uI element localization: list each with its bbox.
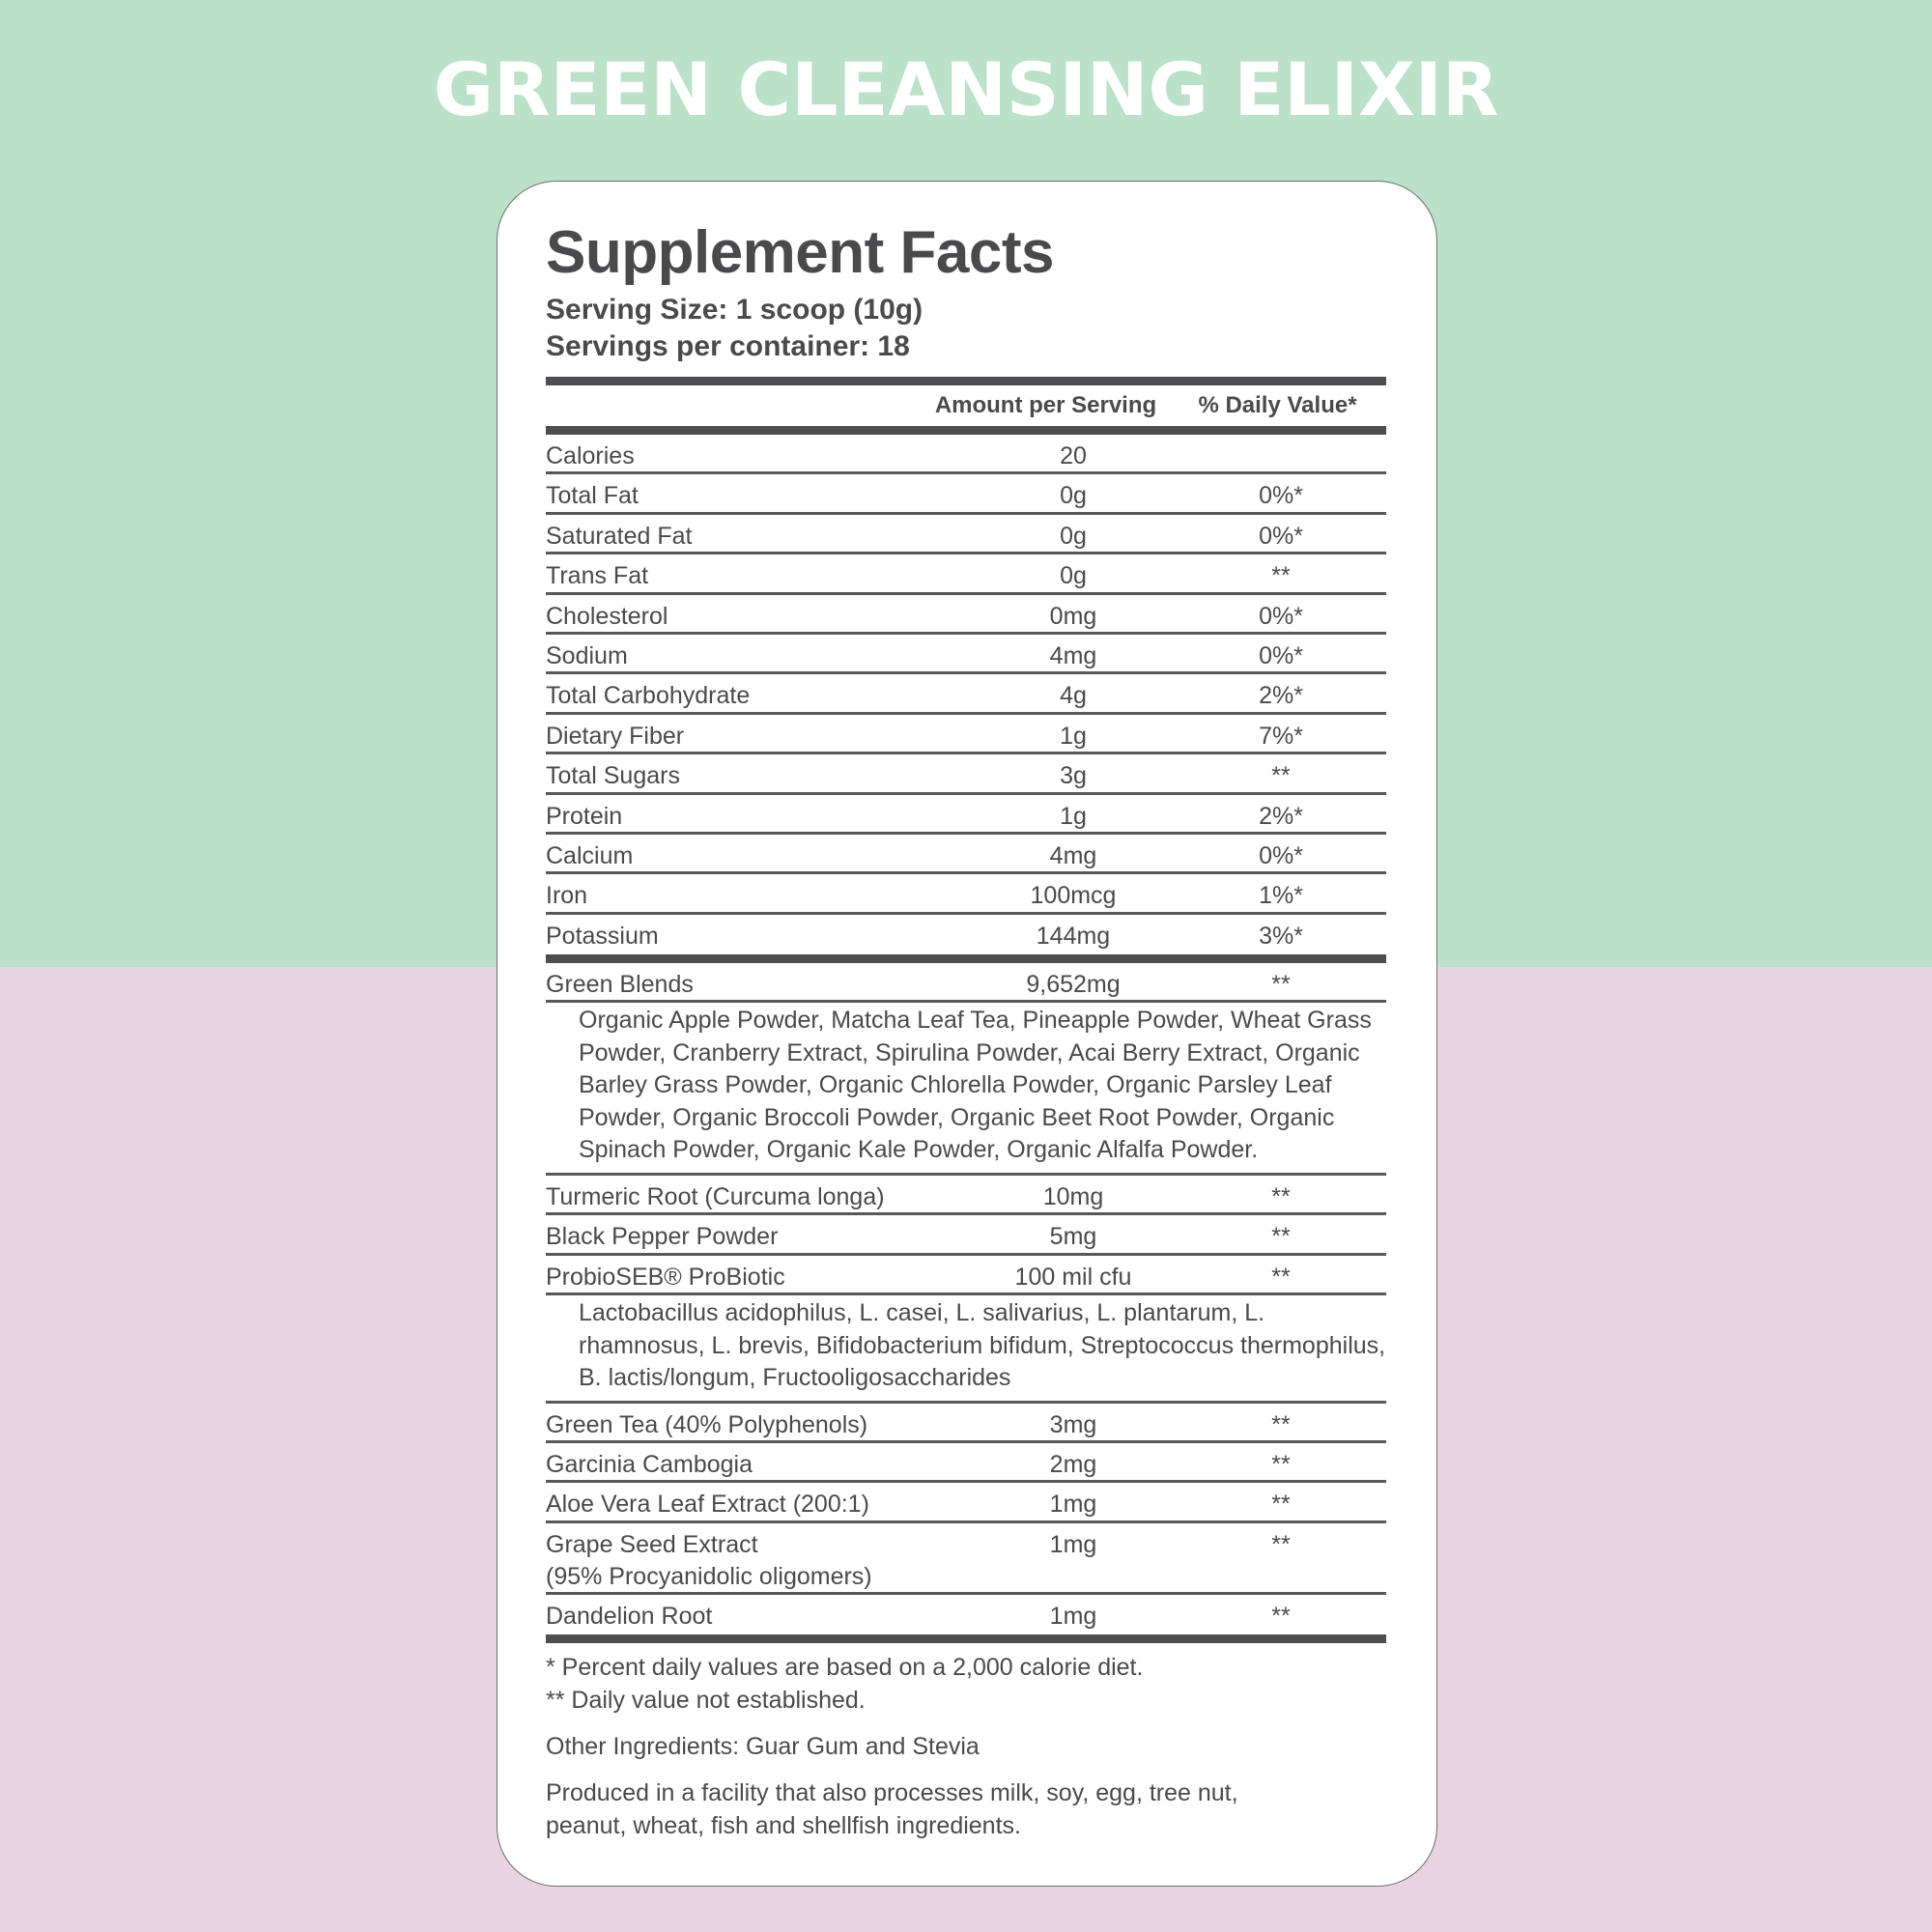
table-row xyxy=(546,674,1386,714)
nutrient-dv: 0%* xyxy=(1259,841,1303,869)
nutrient-dv: 1%* xyxy=(1259,882,1303,910)
nutrient-amount: 0g xyxy=(1060,522,1087,550)
nutrient-name: Green Tea (40% Polyphenols) xyxy=(546,1410,868,1438)
panel-title: Supplement Facts xyxy=(546,219,1054,286)
nutrient-amount: 0g xyxy=(1060,482,1087,510)
nutrient-name: Turmeric Root (Curcuma longa) xyxy=(546,1182,885,1210)
supplement-facts-card xyxy=(497,181,1437,1887)
nutrient-amount: 10mg xyxy=(1042,1182,1104,1210)
nutrient-dv: ** xyxy=(1271,1410,1291,1438)
nutrient-dv: ** xyxy=(1271,1530,1291,1558)
nutrient-dv: ** xyxy=(1271,1223,1291,1251)
nutrient-name: Aloe Vera Leaf Extract (200:1) xyxy=(546,1491,869,1519)
product-headline: GREEN CLEANSING ELIXIR xyxy=(433,46,1499,132)
nutrient-amount: 5mg xyxy=(1049,1223,1097,1251)
nutrient-name: Calories xyxy=(546,442,635,469)
table-row xyxy=(546,1483,1386,1522)
nutrient-name: Dietary Fiber xyxy=(546,722,685,750)
nutrient-name: Total Sugars xyxy=(546,762,680,790)
nutrient-name: Black Pepper Powder xyxy=(546,1223,779,1251)
nutrient-amount: 4g xyxy=(1060,682,1087,710)
divider-thick xyxy=(546,954,1386,963)
nutrient-dv: 0%* xyxy=(1259,482,1303,510)
table-row xyxy=(546,1215,1386,1255)
nutrient-name: Total Fat xyxy=(546,482,639,510)
table-row xyxy=(546,595,1386,635)
nutrient-name: Calcium xyxy=(546,841,634,869)
nutrient-amount: 9,652mg xyxy=(1026,971,1121,999)
nutrient-amount: 4mg xyxy=(1049,841,1097,869)
nutrient-name: Potassium xyxy=(546,922,659,950)
table-row xyxy=(546,795,1386,835)
nutrient-dv: ** xyxy=(1271,1602,1291,1630)
nutrient-name: Protein xyxy=(546,802,623,830)
nutrient-dv: ** xyxy=(1271,1491,1291,1519)
footnote-daily-values: * Percent daily values are based on a 2,000 calorie diet. xyxy=(546,1654,1144,1682)
table-row xyxy=(546,1595,1386,1634)
nutrient-name: Green Blends xyxy=(546,971,694,999)
nutrient-amount: 1mg xyxy=(1049,1530,1097,1558)
nutrient-name: Iron xyxy=(546,882,588,910)
nutrient-name: Saturated Fat xyxy=(546,522,693,550)
nutrient-name: Total Carbohydrate xyxy=(546,682,751,710)
nutrient-name: Cholesterol xyxy=(546,602,668,630)
nutrient-dv: 3%* xyxy=(1259,922,1303,950)
nutrient-amount: 1mg xyxy=(1049,1491,1097,1519)
nutrient-amount: 20 xyxy=(1060,442,1087,469)
nutrient-dv: 2%* xyxy=(1259,682,1303,710)
nutrient-name: ProbioSEB® ProBiotic xyxy=(546,1263,785,1291)
table-row-grape-seed xyxy=(546,1523,1386,1595)
nutrient-name: Trans Fat xyxy=(546,562,649,590)
table-row xyxy=(546,915,1386,954)
allergen-statement: Produced in a facility that also processes milk, soy, egg, tree nut, peanut, wheat, fish and shellfish ingredients. xyxy=(546,1779,1238,1840)
probiotic-strains: Lactobacillus acidophilus, L. casei, L. salivarius, L. plantarum, L. rhamnosus, L. brevis, Bifidobacterium bifidum, Streptococcus thermophilus, B. lactis/longum, Fructooligosaccharides xyxy=(546,1295,1386,1404)
table-row xyxy=(546,1443,1386,1483)
nutrient-amount: 1g xyxy=(1060,722,1087,750)
footnote-not-established: ** Daily value not established. xyxy=(546,1687,866,1715)
nutrient-amount: 100 mil cfu xyxy=(1014,1263,1132,1291)
servings-per-container: Servings per container: 18 xyxy=(546,330,910,362)
nutrient-amount: 1g xyxy=(1060,802,1087,830)
nutrient-name: Dandelion Root xyxy=(546,1602,713,1630)
table-row xyxy=(546,754,1386,794)
nutrient-dv: 7%* xyxy=(1259,722,1303,750)
nutrient-name-line1: Grape Seed Extract xyxy=(546,1530,758,1558)
nutrient-dv: ** xyxy=(1271,971,1291,999)
nutrient-dv: 0%* xyxy=(1259,602,1303,630)
nutrient-amount: 0mg xyxy=(1049,602,1097,630)
nutrient-amount: 3mg xyxy=(1049,1410,1097,1438)
nutrient-amount: 0g xyxy=(1060,562,1087,590)
nutrient-name: Garcinia Cambogia xyxy=(546,1451,753,1479)
table-row xyxy=(546,515,1386,554)
nutrient-dv: 2%* xyxy=(1259,802,1303,830)
table-row xyxy=(546,435,1386,474)
supplement-facts-panel xyxy=(546,214,1386,1842)
nutrient-dv: ** xyxy=(1271,762,1291,790)
table-row-green-blends xyxy=(546,963,1386,1003)
table-row xyxy=(546,635,1386,674)
divider-thick xyxy=(546,1634,1386,1643)
nutrient-amount: 2mg xyxy=(1049,1451,1097,1479)
nutrient-name xyxy=(546,1529,1000,1593)
header-amount: Amount per Serving xyxy=(934,392,1157,418)
nutrient-amount: 1mg xyxy=(1049,1602,1097,1630)
table-row-probiotic xyxy=(546,1256,1386,1295)
table-row xyxy=(546,1176,1386,1215)
nutrient-dv: ** xyxy=(1271,1451,1291,1479)
table-header xyxy=(546,385,1386,426)
nutrient-dv: ** xyxy=(1271,562,1291,590)
divider-thick xyxy=(546,426,1386,435)
table-row xyxy=(546,554,1386,594)
nutrient-amount: 3g xyxy=(1060,762,1087,790)
nutrient-dv: ** xyxy=(1271,1182,1291,1210)
table-row xyxy=(546,474,1386,514)
nutrient-name: Sodium xyxy=(546,641,628,669)
nutrient-amount: 144mg xyxy=(1036,922,1111,950)
serving-size: Serving Size: 1 scoop (10g) xyxy=(546,294,923,326)
nutrient-dv: 0%* xyxy=(1259,522,1303,550)
nutrient-amount: 100mcg xyxy=(1030,882,1117,910)
nutrient-dv: ** xyxy=(1271,1263,1291,1291)
green-blend-ingredients: Organic Apple Powder, Matcha Leaf Tea, Pineapple Powder, Wheat Grass Powder, Cranberry Extract, Spirulina Powder, Acai Berry Extract, Organic Barley Grass Powder, Organic Chlorella Powder, Organic Parsley Leaf Powder, Organic Broccoli Powder, Organic Beet Root Powder, Organic Spinach Powder, Organic Kale Powder, Organic Alfalfa Powder. xyxy=(546,1003,1386,1176)
table-row xyxy=(546,835,1386,874)
nutrient-amount: 4mg xyxy=(1049,641,1097,669)
table-row xyxy=(546,874,1386,914)
nutrient-dv: 0%* xyxy=(1259,641,1303,669)
table-row xyxy=(546,715,1386,754)
divider-thick xyxy=(546,377,1386,385)
table-row xyxy=(546,1404,1386,1443)
header-daily-value: % Daily Value* xyxy=(1198,392,1357,418)
nutrient-name-line2: (95% Procyanidolic oligomers) xyxy=(546,1562,872,1590)
other-ingredients: Other Ingredients: Guar Gum and Stevia xyxy=(546,1733,980,1761)
